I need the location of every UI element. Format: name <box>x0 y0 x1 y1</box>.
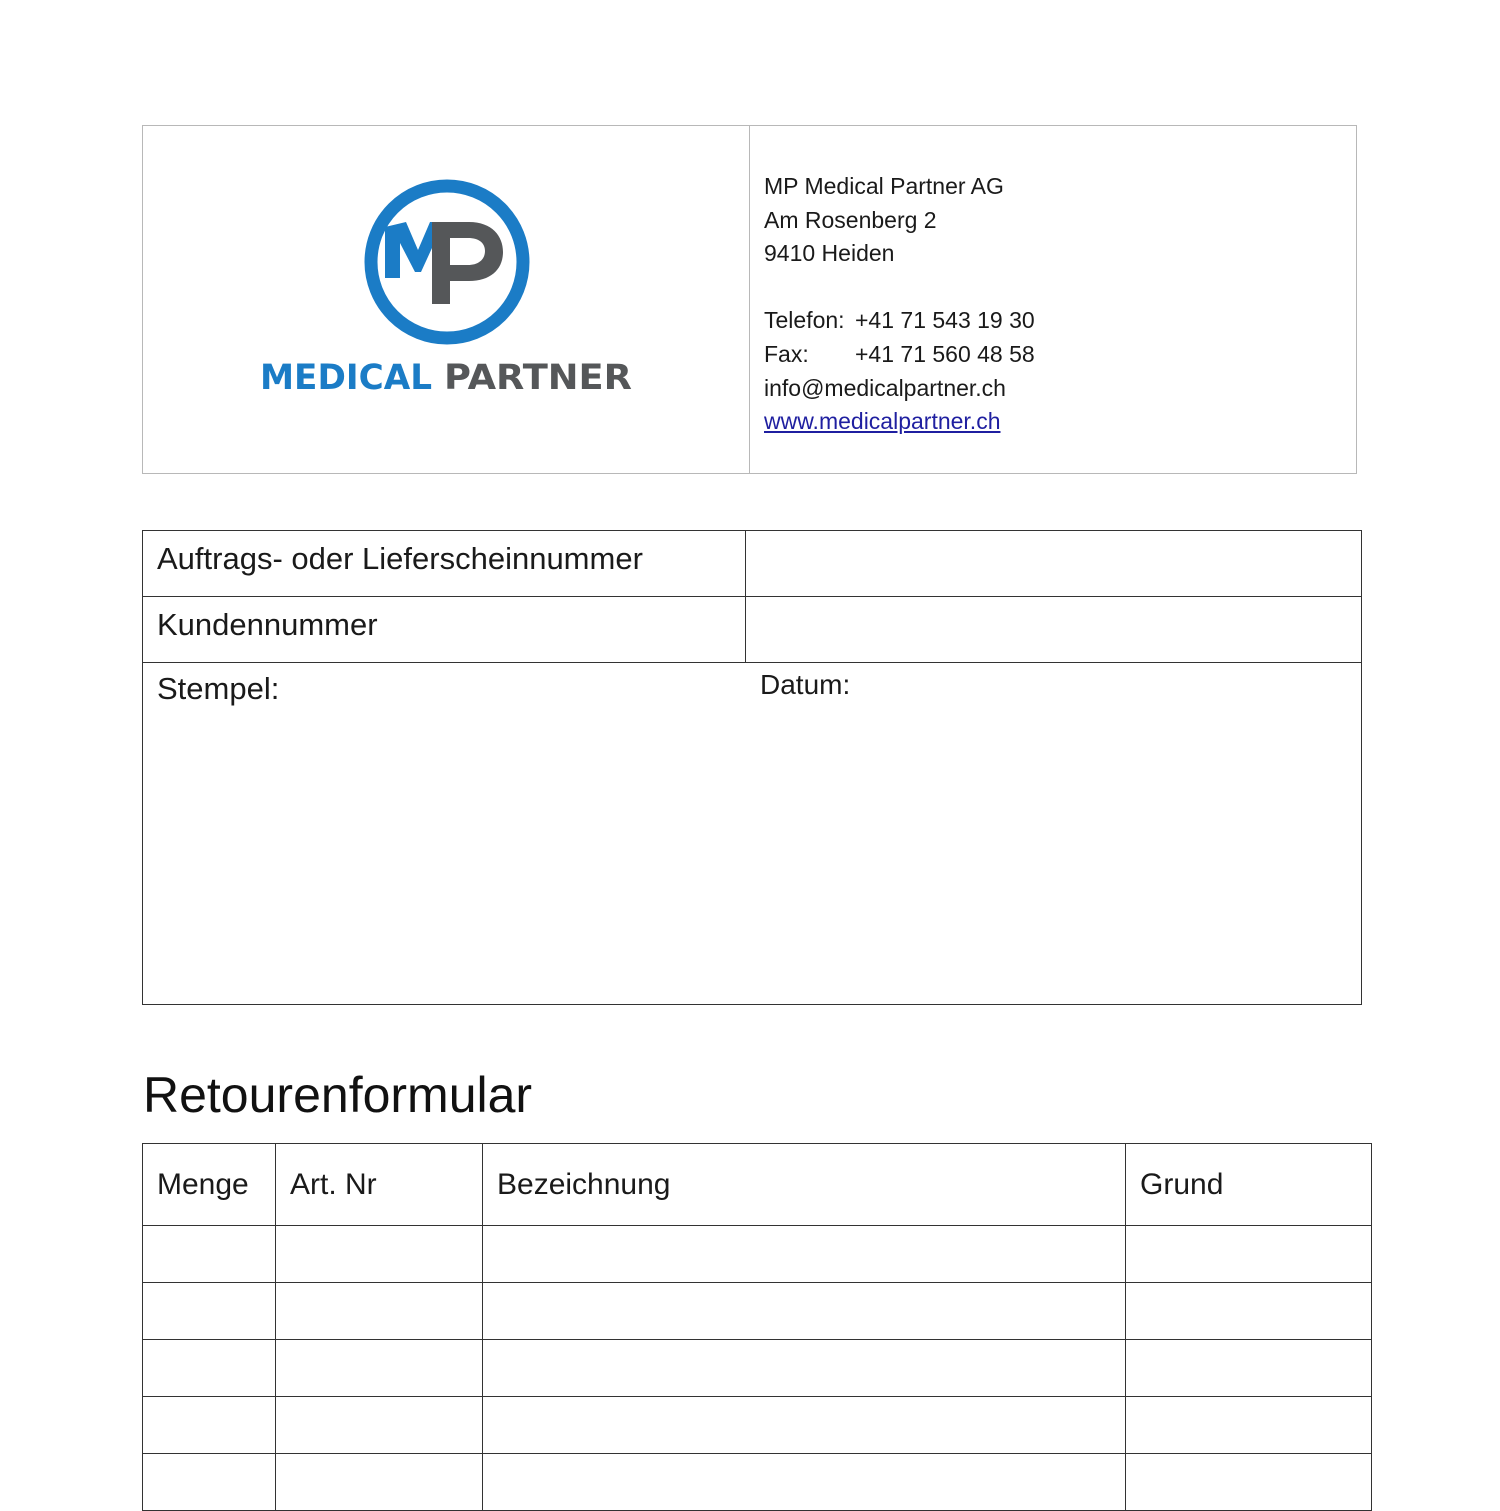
fax-label: Fax: <box>764 340 809 367</box>
quantity-cell[interactable] <box>143 1226 276 1283</box>
company-name: MP Medical Partner AG <box>764 173 1004 199</box>
quantity-cell[interactable] <box>143 1340 276 1397</box>
reason-cell[interactable] <box>1126 1454 1372 1511</box>
table-row <box>143 1283 1372 1340</box>
table-row <box>143 1226 1372 1283</box>
website-link[interactable]: www.medicalpartner.ch <box>764 408 1001 435</box>
return-table <box>142 1143 1372 1511</box>
customer-number-label: Kundennummer <box>157 607 378 642</box>
article-number-cell[interactable] <box>276 1283 483 1340</box>
stamp-label: Stempel: <box>157 671 280 706</box>
fax-line <box>764 338 1035 372</box>
description-cell[interactable] <box>483 1340 1126 1397</box>
logo-wordmark-medical: MEDICAL <box>260 358 432 398</box>
fax-number: +41 71 560 48 58 <box>855 340 1035 367</box>
logo-cell <box>143 126 750 473</box>
order-number-row <box>143 531 1361 597</box>
table-row <box>143 1454 1372 1511</box>
city-address: 9410 Heiden <box>764 240 895 267</box>
spacer <box>764 271 1035 305</box>
logo-wordmark-partner: PARTNER <box>444 358 633 398</box>
article-number-cell[interactable] <box>276 1340 483 1397</box>
quantity-cell[interactable] <box>143 1283 276 1340</box>
letterhead <box>142 125 1357 474</box>
reason-cell[interactable] <box>1126 1283 1372 1340</box>
description-cell[interactable] <box>483 1226 1126 1283</box>
reason-cell[interactable] <box>1126 1397 1372 1454</box>
header-reason: Grund <box>1126 1144 1372 1226</box>
order-number-field[interactable] <box>745 531 746 596</box>
table-header-row <box>143 1144 1372 1226</box>
table-row <box>143 1340 1372 1397</box>
description-cell[interactable] <box>483 1454 1126 1511</box>
description-cell[interactable] <box>483 1283 1126 1340</box>
header-article-number: Art. Nr <box>276 1144 483 1226</box>
street-address: Am Rosenberg 2 <box>764 206 937 233</box>
reason-cell[interactable] <box>1126 1226 1372 1283</box>
contact-block <box>764 170 1035 439</box>
email-address: info@medicalpartner.ch <box>764 374 1006 401</box>
header-quantity: Menge <box>143 1144 276 1226</box>
quantity-cell[interactable] <box>143 1397 276 1454</box>
article-number-cell[interactable] <box>276 1226 483 1283</box>
order-number-label: Auftrags- oder Lieferscheinnummer <box>157 541 643 576</box>
article-number-cell[interactable] <box>276 1454 483 1511</box>
article-number-cell[interactable] <box>276 1397 483 1454</box>
phone-line <box>764 304 1035 338</box>
date-label: Datum: <box>760 669 851 700</box>
contact-cell <box>750 126 1356 473</box>
customer-number-field[interactable] <box>745 597 746 662</box>
form-title: Retourenformular <box>143 1067 533 1123</box>
reason-cell[interactable] <box>1126 1340 1372 1397</box>
description-cell[interactable] <box>483 1397 1126 1454</box>
phone-label: Telefon: <box>764 307 845 334</box>
quantity-cell[interactable] <box>143 1454 276 1511</box>
medical-partner-logo <box>143 126 750 473</box>
customer-number-row <box>143 597 1361 663</box>
header-description: Bezeichnung <box>483 1144 1126 1226</box>
phone-number: +41 71 543 19 30 <box>855 307 1035 334</box>
table-row <box>143 1397 1372 1454</box>
order-info-box <box>142 530 1362 1005</box>
